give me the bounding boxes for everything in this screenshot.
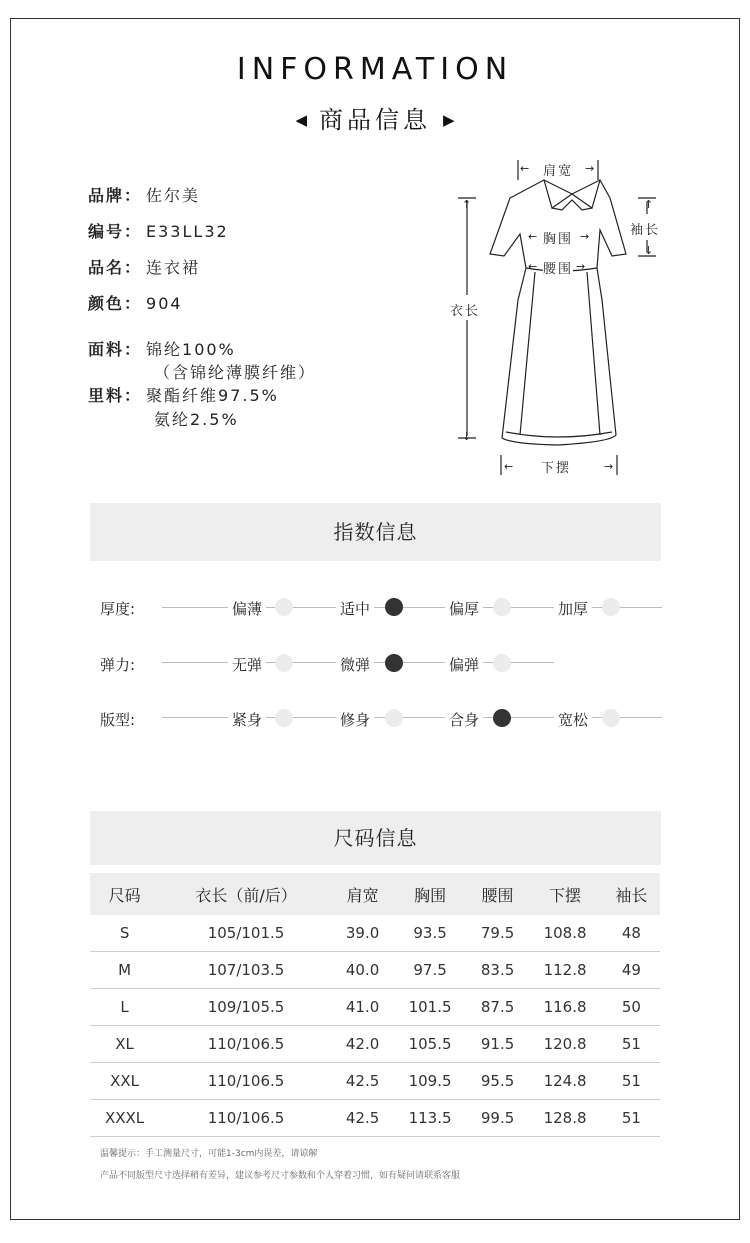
waist-label: 腰围 bbox=[543, 258, 573, 277]
elasticity-label: 弹力: bbox=[100, 656, 136, 674]
length-label: 衣长 bbox=[450, 300, 480, 319]
cell-hem: 128.8 bbox=[527, 1100, 603, 1137]
note-measurement: 温馨提示：手工测量尺寸，可能1-3cm内误差，请谅解 bbox=[100, 1149, 318, 1159]
cell-shoulder: 42.5 bbox=[333, 1100, 392, 1137]
cell-sleeve: 49 bbox=[603, 952, 660, 989]
thickness-option-thin-dot bbox=[275, 598, 293, 616]
cell-shoulder: 41.0 bbox=[333, 989, 392, 1026]
svg-text:←: ← bbox=[528, 260, 538, 273]
header-shoulder: 肩宽 bbox=[333, 873, 392, 915]
elasticity-option-slight: 微弹 bbox=[336, 654, 374, 675]
cell-waist: 79.5 bbox=[468, 915, 527, 952]
header-chest: 胸围 bbox=[392, 873, 468, 915]
cell-shoulder: 40.0 bbox=[333, 952, 392, 989]
name-label: 品名： bbox=[88, 258, 143, 277]
fit-option-loose-dot bbox=[602, 709, 620, 727]
lining-label: 里料： bbox=[88, 386, 143, 405]
note-fit-advice: 产品不同版型尺寸选择稍有差异，建议参考尺寸参数和个人穿着习惯，如有疑问请联系客服 bbox=[100, 1171, 461, 1181]
cell-shoulder: 42.5 bbox=[333, 1063, 392, 1100]
fabric-value-detail: （含锦纶薄膜纤维） bbox=[154, 363, 317, 382]
svg-text:↑: ↑ bbox=[462, 198, 472, 211]
color-value: 904 bbox=[146, 294, 183, 313]
cell-size: XXXL bbox=[90, 1100, 159, 1137]
cell-waist: 87.5 bbox=[468, 989, 527, 1026]
lining-value: 聚酯纤维97.5% bbox=[146, 386, 279, 405]
cell-chest: 113.5 bbox=[392, 1100, 468, 1137]
fabric-label: 面料： bbox=[88, 340, 143, 359]
lining-value-detail: 氨纶2.5% bbox=[154, 410, 239, 429]
brand-value: 佐尔美 bbox=[146, 186, 201, 205]
thickness-option-medium: 适中 bbox=[336, 598, 374, 619]
svg-text:↓: ↓ bbox=[644, 244, 654, 257]
table-row bbox=[90, 1026, 660, 1063]
cell-hem: 120.8 bbox=[527, 1026, 603, 1063]
thickness-option-thick: 偏厚 bbox=[445, 598, 483, 619]
thickness-option-thick-dot bbox=[493, 598, 511, 616]
svg-text:←: ← bbox=[520, 162, 530, 175]
fabric-row bbox=[88, 337, 236, 360]
cell-chest: 93.5 bbox=[392, 915, 468, 952]
cell-size: XXL bbox=[90, 1063, 159, 1100]
header-hem: 下摆 bbox=[527, 873, 603, 915]
svg-text:→: → bbox=[604, 460, 614, 473]
svg-text:→: → bbox=[580, 230, 590, 243]
cell-sleeve: 48 bbox=[603, 915, 660, 952]
cell-waist: 99.5 bbox=[468, 1100, 527, 1137]
cell-waist: 95.5 bbox=[468, 1063, 527, 1100]
header-waist: 腰围 bbox=[468, 873, 527, 915]
name-value: 连衣裙 bbox=[146, 258, 201, 277]
cell-size: XL bbox=[90, 1026, 159, 1063]
color-row bbox=[88, 291, 183, 314]
elasticity-option-none-dot bbox=[275, 654, 293, 672]
thickness-option-thin: 偏薄 bbox=[228, 598, 266, 619]
fit-option-tight: 紧身 bbox=[228, 709, 266, 730]
code-label: 编号： bbox=[88, 222, 143, 241]
thickness-option-extra-thick-dot bbox=[602, 598, 620, 616]
header-size: 尺码 bbox=[90, 873, 159, 915]
size-table bbox=[90, 873, 660, 1137]
brand-label: 品牌： bbox=[88, 186, 143, 205]
cell-sleeve: 51 bbox=[603, 1063, 660, 1100]
cell-chest: 105.5 bbox=[392, 1026, 468, 1063]
elasticity-option-stretchy-dot bbox=[493, 654, 511, 672]
svg-text:←: ← bbox=[504, 460, 514, 473]
name-row bbox=[88, 255, 200, 278]
lining-row bbox=[88, 383, 279, 406]
cell-shoulder: 39.0 bbox=[333, 915, 392, 952]
cell-length: 105/101.5 bbox=[159, 915, 333, 952]
cell-hem: 124.8 bbox=[527, 1063, 603, 1100]
cell-sleeve: 51 bbox=[603, 1100, 660, 1137]
cell-hem: 116.8 bbox=[527, 989, 603, 1026]
cell-length: 110/106.5 bbox=[159, 1100, 333, 1137]
svg-text:→: → bbox=[576, 260, 586, 273]
fit-option-regular-dot bbox=[493, 709, 511, 727]
cell-shoulder: 42.0 bbox=[333, 1026, 392, 1063]
header-sleeve: 袖长 bbox=[603, 873, 660, 915]
fit-label: 版型: bbox=[100, 711, 136, 729]
table-row bbox=[90, 989, 660, 1026]
title-chinese bbox=[0, 100, 750, 135]
fit-option-regular: 合身 bbox=[445, 709, 483, 730]
table-row bbox=[90, 952, 660, 989]
fit-option-slim: 修身 bbox=[336, 709, 374, 730]
chest-label: 胸围 bbox=[543, 228, 573, 247]
cell-size: L bbox=[90, 989, 159, 1026]
code-value: E33LL32 bbox=[146, 222, 229, 241]
shoulder-width-label: 肩宽 bbox=[543, 160, 573, 179]
cell-chest: 109.5 bbox=[392, 1063, 468, 1100]
cell-size: M bbox=[90, 952, 159, 989]
title-chinese-text: 商品信息 bbox=[319, 106, 431, 134]
brand-row bbox=[88, 183, 200, 206]
fabric-value: 锦纶100% bbox=[146, 340, 236, 359]
cell-sleeve: 50 bbox=[603, 989, 660, 1026]
fit-option-slim-dot bbox=[385, 709, 403, 727]
cell-sleeve: 51 bbox=[603, 1026, 660, 1063]
right-arrow-icon: ▶ bbox=[443, 111, 455, 129]
size-table-header bbox=[90, 873, 660, 915]
elasticity-option-slight-dot bbox=[385, 654, 403, 672]
svg-text:↓: ↓ bbox=[462, 430, 472, 443]
svg-text:↑: ↑ bbox=[644, 198, 654, 211]
index-section-title: 指数信息 bbox=[90, 503, 661, 561]
cell-chest: 101.5 bbox=[392, 989, 468, 1026]
cell-waist: 91.5 bbox=[468, 1026, 527, 1063]
table-row bbox=[90, 1100, 660, 1137]
cell-chest: 97.5 bbox=[392, 952, 468, 989]
elasticity-option-none: 无弹 bbox=[228, 654, 266, 675]
cell-waist: 83.5 bbox=[468, 952, 527, 989]
hem-label: 下摆 bbox=[541, 457, 571, 476]
cell-hem: 108.8 bbox=[527, 915, 603, 952]
svg-text:→: → bbox=[585, 162, 595, 175]
svg-text:←: ← bbox=[528, 230, 538, 243]
table-row bbox=[90, 915, 660, 952]
cell-size: S bbox=[90, 915, 159, 952]
color-label: 颜色： bbox=[88, 294, 143, 313]
left-arrow-icon: ◀ bbox=[295, 111, 307, 129]
fit-option-tight-dot bbox=[275, 709, 293, 727]
cell-length: 107/103.5 bbox=[159, 952, 333, 989]
code-row bbox=[88, 219, 229, 242]
header-length: 衣长（前/后） bbox=[159, 873, 333, 915]
elasticity-option-stretchy: 偏弹 bbox=[445, 654, 483, 675]
cell-length: 109/105.5 bbox=[159, 989, 333, 1026]
cell-length: 110/106.5 bbox=[159, 1063, 333, 1100]
sleeve-length-label: 袖长 bbox=[630, 219, 660, 238]
cell-length: 110/106.5 bbox=[159, 1026, 333, 1063]
thickness-label: 厚度: bbox=[100, 600, 136, 618]
thickness-option-extra-thick: 加厚 bbox=[554, 598, 592, 619]
fit-option-loose: 宽松 bbox=[554, 709, 592, 730]
cell-hem: 112.8 bbox=[527, 952, 603, 989]
thickness-option-medium-dot bbox=[385, 598, 403, 616]
table-row bbox=[90, 1063, 660, 1100]
title-english: INFORMATION bbox=[236, 52, 514, 87]
size-section-title: 尺码信息 bbox=[90, 811, 661, 865]
